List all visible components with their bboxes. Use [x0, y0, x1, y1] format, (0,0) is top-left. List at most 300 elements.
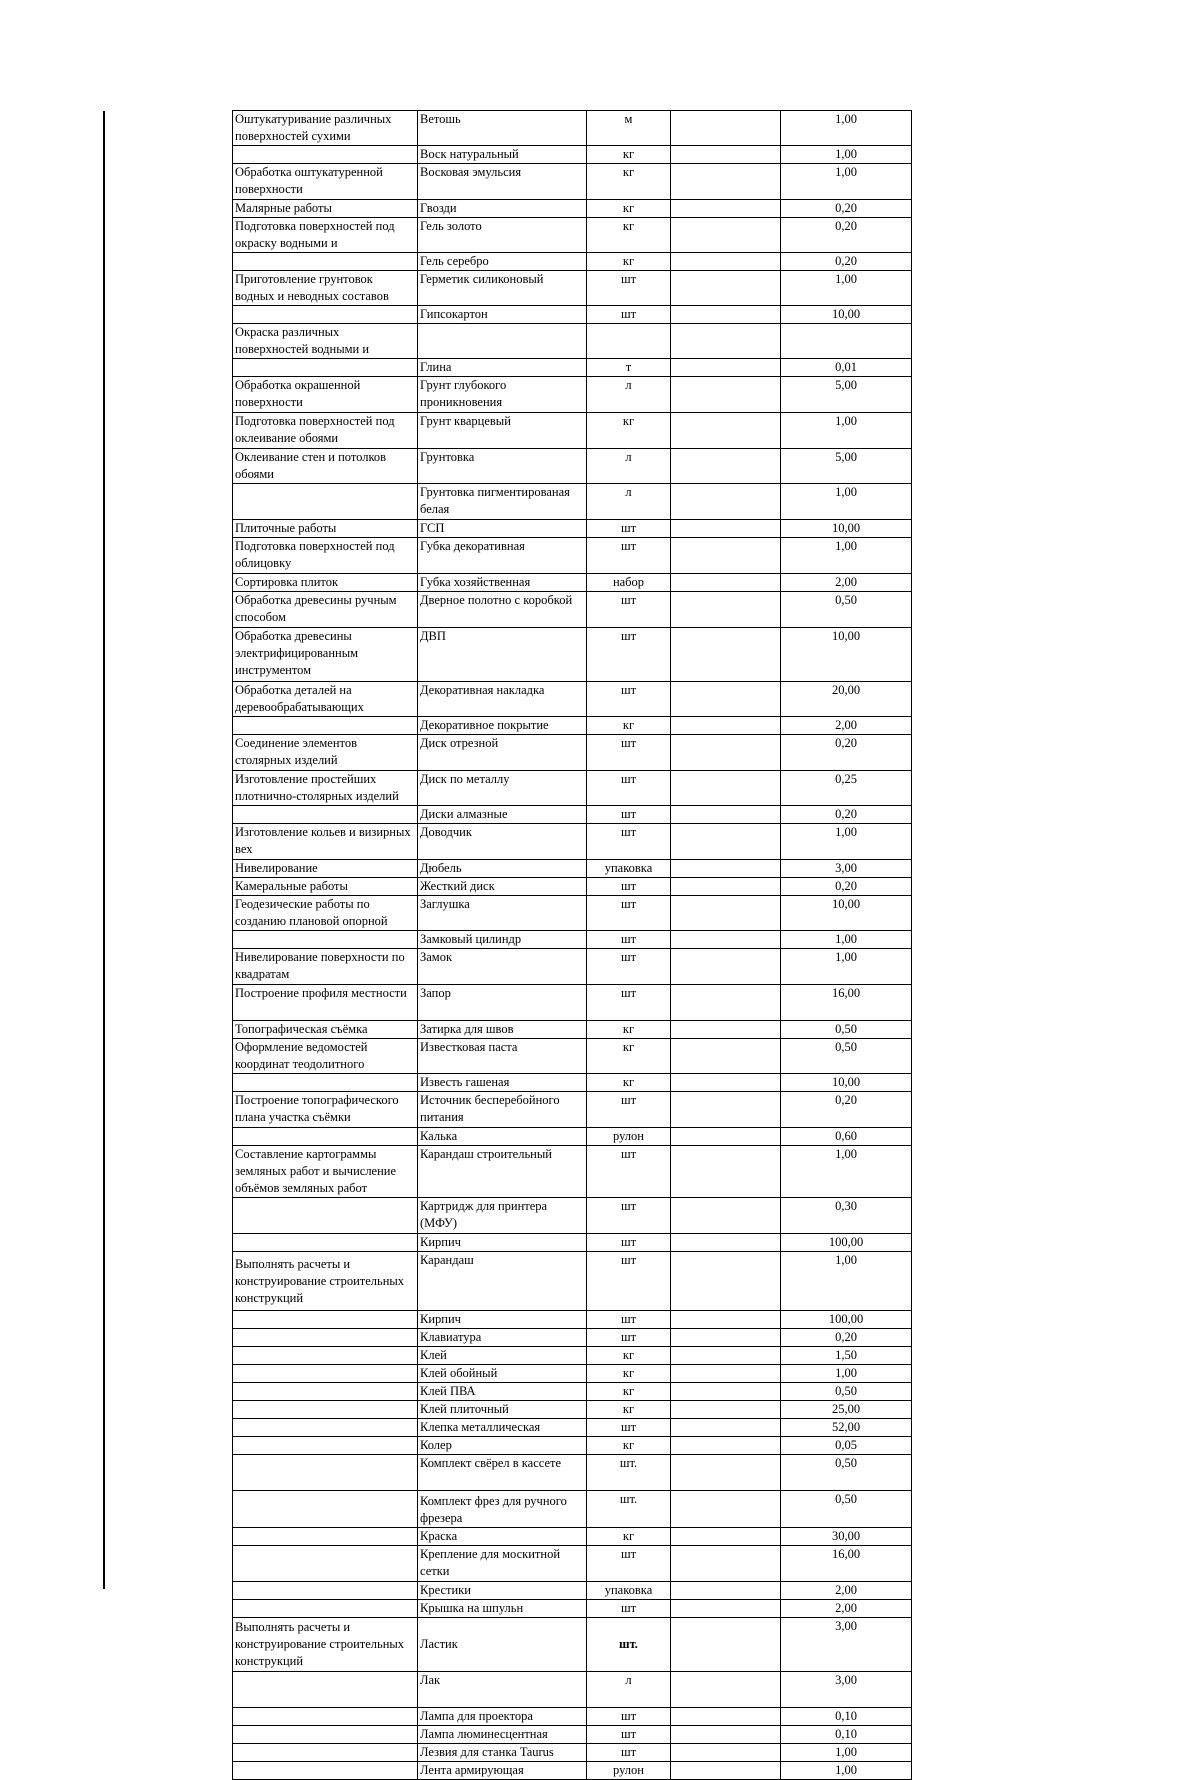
unit-cell: м [587, 111, 671, 146]
material-cell: Лампа для проектора [418, 1708, 587, 1726]
work-type-cell [233, 1600, 418, 1618]
table-row [233, 146, 912, 164]
quantity-cell: 3,00 [781, 860, 912, 878]
unit-cell: кг [587, 1021, 671, 1039]
empty-cell [671, 574, 781, 592]
unit-cell: кг [587, 200, 671, 218]
quantity-cell: 1,00 [781, 931, 912, 949]
empty-cell [671, 1419, 781, 1437]
quantity-cell: 2,00 [781, 717, 912, 735]
unit-cell: шт [587, 1234, 671, 1252]
work-type-cell: Оклеивание стен и потолков обоями [233, 449, 418, 484]
empty-cell [671, 1672, 781, 1708]
material-cell: Клей ПВА [418, 1383, 587, 1401]
quantity-cell: 1,00 [781, 1762, 912, 1780]
unit-cell: кг [587, 146, 671, 164]
material-cell: Губка хозяйственная [418, 574, 587, 592]
material-cell: Дюбель [418, 860, 587, 878]
table-row [233, 806, 912, 824]
quantity-cell: 0,01 [781, 359, 912, 377]
work-type-cell [233, 1762, 418, 1780]
unit-cell: шт [587, 735, 671, 771]
quantity-cell: 0,20 [781, 878, 912, 896]
unit-cell: л [587, 449, 671, 484]
quantity-cell: 0,50 [781, 1039, 912, 1074]
unit-cell: шт [587, 985, 671, 1021]
work-type-cell [233, 1455, 418, 1491]
table-row [233, 1437, 912, 1455]
table-row [233, 949, 912, 985]
unit-cell: л [587, 484, 671, 520]
quantity-cell: 1,00 [781, 484, 912, 520]
table-row [233, 1726, 912, 1744]
unit-cell: шт [587, 1146, 671, 1198]
work-type-cell: Построение профиля местности [233, 985, 418, 1021]
material-cell: Диск по металлу [418, 771, 587, 806]
work-type-cell [233, 1311, 418, 1329]
unit-cell: шт [587, 1744, 671, 1762]
material-cell: Известковая паста [418, 1039, 587, 1074]
unit-cell: шт [587, 628, 671, 682]
table-row [233, 1455, 912, 1491]
table-row [233, 1419, 912, 1437]
material-cell: Доводчик [418, 824, 587, 860]
empty-cell [671, 538, 781, 574]
work-type-cell [233, 717, 418, 735]
quantity-cell: 100,00 [781, 1234, 912, 1252]
table-row [233, 1021, 912, 1039]
unit-cell: кг [587, 1401, 671, 1419]
unit-cell: шт. [587, 1491, 671, 1528]
work-type-cell: Выполнять расчеты и конструирование строительных конструкций [233, 1252, 418, 1311]
empty-cell [671, 413, 781, 449]
work-type-cell [233, 253, 418, 271]
empty-cell [671, 111, 781, 146]
empty-cell [671, 717, 781, 735]
unit-cell: шт [587, 824, 671, 860]
material-cell: Картридж для принтера (МФУ) [418, 1198, 587, 1234]
work-type-cell: Нивелирование [233, 860, 418, 878]
material-cell: Известь гашеная [418, 1074, 587, 1092]
unit-cell: шт [587, 1419, 671, 1437]
material-cell: Грунтовка [418, 449, 587, 484]
table-row [233, 1383, 912, 1401]
table-row [233, 931, 912, 949]
quantity-cell: 20,00 [781, 682, 912, 717]
empty-cell [671, 271, 781, 306]
material-cell: Колер [418, 1437, 587, 1455]
unit-cell: шт [587, 538, 671, 574]
work-type-cell: Сортировка плиток [233, 574, 418, 592]
empty-cell [671, 949, 781, 985]
quantity-cell: 10,00 [781, 896, 912, 931]
quantity-cell: 1,00 [781, 538, 912, 574]
quantity-cell: 0,05 [781, 1437, 912, 1455]
table-row [233, 985, 912, 1021]
table-row [233, 735, 912, 771]
quantity-cell: 1,00 [781, 164, 912, 200]
empty-cell [671, 520, 781, 538]
work-type-cell [233, 1074, 418, 1092]
work-type-cell [233, 1546, 418, 1582]
quantity-cell [781, 324, 912, 359]
work-type-cell: Подготовка поверхностей под облицовку [233, 538, 418, 574]
quantity-cell: 0,20 [781, 1329, 912, 1347]
work-type-cell [233, 146, 418, 164]
unit-cell: шт [587, 931, 671, 949]
work-type-cell [233, 1198, 418, 1234]
material-cell: Лента армирующая [418, 1762, 587, 1780]
quantity-cell: 0,50 [781, 1491, 912, 1528]
quantity-cell: 0,10 [781, 1708, 912, 1726]
empty-cell [671, 771, 781, 806]
empty-cell [671, 1455, 781, 1491]
table-row [233, 1582, 912, 1600]
work-type-cell: Обработка окрашенной поверхности [233, 377, 418, 413]
work-type-cell [233, 1726, 418, 1744]
unit-cell: шт. [587, 1618, 671, 1672]
unit-cell: шт [587, 1546, 671, 1582]
work-type-cell: Обработка древесины электрифицированным инструментом [233, 628, 418, 682]
quantity-cell: 0,50 [781, 1021, 912, 1039]
quantity-cell: 1,00 [781, 824, 912, 860]
unit-cell: набор [587, 574, 671, 592]
unit-cell: шт [587, 1600, 671, 1618]
empty-cell [671, 682, 781, 717]
table-row [233, 218, 912, 253]
table-row [233, 1347, 912, 1365]
material-cell: Грунт кварцевый [418, 413, 587, 449]
table-row [233, 1744, 912, 1762]
table-row [233, 824, 912, 860]
empty-cell [671, 449, 781, 484]
empty-cell [671, 1582, 781, 1600]
unit-cell: шт [587, 682, 671, 717]
quantity-cell: 1,00 [781, 1365, 912, 1383]
unit-cell: шт [587, 1092, 671, 1128]
empty-cell [671, 896, 781, 931]
table-row [233, 200, 912, 218]
work-type-cell [233, 1329, 418, 1347]
table-row [233, 1528, 912, 1546]
material-cell: Гель золото [418, 218, 587, 253]
quantity-cell: 1,00 [781, 1146, 912, 1198]
quantity-cell: 100,00 [781, 1311, 912, 1329]
table-row [233, 878, 912, 896]
empty-cell [671, 1383, 781, 1401]
material-cell: Крепление для москитной сетки [418, 1546, 587, 1582]
table-row [233, 1672, 912, 1708]
quantity-cell: 1,00 [781, 146, 912, 164]
empty-cell [671, 1600, 781, 1618]
material-cell: Комплект свёрел в кассете [418, 1455, 587, 1491]
empty-cell [671, 1347, 781, 1365]
material-cell: Лак [418, 1672, 587, 1708]
work-type-cell: Изготовление кольев и визирных вех [233, 824, 418, 860]
unit-cell: кг [587, 1437, 671, 1455]
quantity-cell: 1,00 [781, 413, 912, 449]
quantity-cell: 30,00 [781, 1528, 912, 1546]
material-cell: Лезвия для станка Taurus [418, 1744, 587, 1762]
material-cell: Восковая эмульсия [418, 164, 587, 200]
empty-cell [671, 164, 781, 200]
unit-cell: шт [587, 1252, 671, 1311]
unit-cell: рулон [587, 1128, 671, 1146]
work-type-cell: Выполнять расчеты и конструирование строительных конструкций [233, 1618, 418, 1672]
empty-cell [671, 1329, 781, 1347]
material-cell: Воск натуральный [418, 146, 587, 164]
empty-cell [671, 1618, 781, 1672]
work-type-cell [233, 1708, 418, 1726]
material-cell: Гвозди [418, 200, 587, 218]
unit-cell: кг [587, 253, 671, 271]
table-row [233, 860, 912, 878]
table-row [233, 1329, 912, 1347]
table-row [233, 271, 912, 306]
material-cell: Герметик силиконовый [418, 271, 587, 306]
table-row [233, 1491, 912, 1528]
unit-cell: шт [587, 1311, 671, 1329]
unit-cell: л [587, 1672, 671, 1708]
empty-cell [671, 1491, 781, 1528]
unit-cell: шт [587, 1726, 671, 1744]
quantity-cell: 0,20 [781, 218, 912, 253]
empty-cell [671, 1092, 781, 1128]
work-type-cell: Соединение элементов столярных изделий [233, 735, 418, 771]
quantity-cell: 0,50 [781, 1383, 912, 1401]
table-row [233, 484, 912, 520]
quantity-cell: 1,00 [781, 949, 912, 985]
work-type-cell [233, 1528, 418, 1546]
unit-cell: кг [587, 1347, 671, 1365]
empty-cell [671, 253, 781, 271]
table-row [233, 111, 912, 146]
work-type-cell: Подготовка поверхностей под оклеивание обоями [233, 413, 418, 449]
quantity-cell: 52,00 [781, 1419, 912, 1437]
unit-cell [587, 324, 671, 359]
work-type-cell: Обработка оштукатуренной поверхности [233, 164, 418, 200]
table-row [233, 1762, 912, 1780]
quantity-cell: 1,00 [781, 271, 912, 306]
table-row [233, 1252, 912, 1311]
table-row [233, 520, 912, 538]
empty-cell [671, 735, 781, 771]
material-cell: Клей плиточный [418, 1401, 587, 1419]
material-cell: Диски алмазные [418, 806, 587, 824]
quantity-cell: 3,00 [781, 1618, 912, 1672]
unit-cell: кг [587, 413, 671, 449]
material-cell: Крестики [418, 1582, 587, 1600]
table-row [233, 1198, 912, 1234]
work-type-cell: Нивелирование поверхности по квадратам [233, 949, 418, 985]
empty-cell [671, 1311, 781, 1329]
unit-cell: кг [587, 717, 671, 735]
table-row [233, 1074, 912, 1092]
material-cell: Затирка для швов [418, 1021, 587, 1039]
quantity-cell: 5,00 [781, 377, 912, 413]
quantity-cell: 1,50 [781, 1347, 912, 1365]
quantity-cell: 0,20 [781, 806, 912, 824]
unit-cell: шт [587, 306, 671, 324]
table-row [233, 1708, 912, 1726]
material-cell: Дверное полотно с коробкой [418, 592, 587, 628]
quantity-cell: 2,00 [781, 1582, 912, 1600]
table-row [233, 896, 912, 931]
empty-cell [671, 985, 781, 1021]
work-type-cell [233, 306, 418, 324]
table-row [233, 306, 912, 324]
work-type-cell: Построение топографического плана участка съёмки [233, 1092, 418, 1128]
unit-cell: кг [587, 1383, 671, 1401]
material-cell: Гель серебро [418, 253, 587, 271]
table-row [233, 1546, 912, 1582]
unit-cell: шт [587, 806, 671, 824]
empty-cell [671, 1234, 781, 1252]
empty-cell [671, 628, 781, 682]
table-row [233, 592, 912, 628]
work-type-cell: Подготовка поверхностей под окраску водными и [233, 218, 418, 253]
work-type-cell: Составление картограммы земляных работ и вычисление объёмов земляных работ [233, 1146, 418, 1198]
empty-cell [671, 860, 781, 878]
table-row [233, 324, 912, 359]
empty-cell [671, 1708, 781, 1726]
work-type-cell: Обработка деталей на деревообрабатывающих [233, 682, 418, 717]
empty-cell [671, 1365, 781, 1383]
unit-cell: кг [587, 164, 671, 200]
table-row [233, 1401, 912, 1419]
table-row [233, 1092, 912, 1128]
quantity-cell: 0,20 [781, 200, 912, 218]
empty-cell [671, 359, 781, 377]
material-cell: Гипсокартон [418, 306, 587, 324]
unit-cell: шт [587, 592, 671, 628]
material-cell: Крышка на шпульн [418, 1600, 587, 1618]
table-row [233, 377, 912, 413]
quantity-cell: 0,60 [781, 1128, 912, 1146]
unit-cell: упаковка [587, 860, 671, 878]
unit-cell: л [587, 377, 671, 413]
material-cell: Лампа люминесцентная [418, 1726, 587, 1744]
material-cell: Калька [418, 1128, 587, 1146]
materials-table [232, 110, 912, 1780]
material-cell: Клавиатура [418, 1329, 587, 1347]
empty-cell [671, 1744, 781, 1762]
quantity-cell: 0,20 [781, 253, 912, 271]
quantity-cell: 16,00 [781, 985, 912, 1021]
material-cell: Краска [418, 1528, 587, 1546]
quantity-cell: 5,00 [781, 449, 912, 484]
work-type-cell [233, 1347, 418, 1365]
work-type-cell [233, 1383, 418, 1401]
empty-cell [671, 1198, 781, 1234]
quantity-cell: 25,00 [781, 1401, 912, 1419]
material-cell: Грунт глубокого проникновения [418, 377, 587, 413]
quantity-cell: 0,25 [781, 771, 912, 806]
quantity-cell: 10,00 [781, 520, 912, 538]
table-row [233, 449, 912, 484]
empty-cell [671, 806, 781, 824]
quantity-cell: 0,30 [781, 1198, 912, 1234]
quantity-cell: 0,20 [781, 735, 912, 771]
table-row [233, 1234, 912, 1252]
unit-cell: шт [587, 771, 671, 806]
unit-cell: кг [587, 1365, 671, 1383]
material-cell: Комплект фрез для ручного фрезера [418, 1491, 587, 1528]
quantity-cell: 16,00 [781, 1546, 912, 1582]
material-cell: ГСП [418, 520, 587, 538]
empty-cell [671, 592, 781, 628]
empty-cell [671, 1252, 781, 1311]
unit-cell: кг [587, 218, 671, 253]
work-type-cell: Малярные работы [233, 200, 418, 218]
work-type-cell [233, 1672, 418, 1708]
quantity-cell: 10,00 [781, 628, 912, 682]
quantity-cell: 0,50 [781, 592, 912, 628]
unit-cell: кг [587, 1074, 671, 1092]
empty-cell [671, 824, 781, 860]
quantity-cell: 1,00 [781, 1744, 912, 1762]
quantity-cell: 1,00 [781, 111, 912, 146]
work-type-cell [233, 1744, 418, 1762]
material-cell: Клей обойный [418, 1365, 587, 1383]
work-type-cell [233, 359, 418, 377]
work-type-cell [233, 484, 418, 520]
table-row [233, 1618, 912, 1672]
work-type-cell [233, 1401, 418, 1419]
material-cell: Заглушка [418, 896, 587, 931]
empty-cell [671, 306, 781, 324]
table-row [233, 1039, 912, 1074]
table-row [233, 717, 912, 735]
material-cell [418, 324, 587, 359]
work-type-cell: Топографическая съёмка [233, 1021, 418, 1039]
work-type-cell [233, 1128, 418, 1146]
work-type-cell: Оформление ведомостей координат теодолитного [233, 1039, 418, 1074]
empty-cell [671, 1021, 781, 1039]
empty-cell [671, 1762, 781, 1780]
work-type-cell [233, 1491, 418, 1528]
table-row [233, 574, 912, 592]
unit-cell: шт [587, 520, 671, 538]
work-type-cell: Геодезические работы по созданию плановой опорной [233, 896, 418, 931]
unit-cell: шт [587, 1198, 671, 1234]
quantity-cell: 10,00 [781, 306, 912, 324]
table-row [233, 1128, 912, 1146]
table-row [233, 359, 912, 377]
empty-cell [671, 1401, 781, 1419]
table-row [233, 771, 912, 806]
material-cell: Жесткий диск [418, 878, 587, 896]
material-cell: Карандаш [418, 1252, 587, 1311]
work-type-cell [233, 806, 418, 824]
unit-cell: кг [587, 1039, 671, 1074]
work-type-cell: Обработка древесины ручным способом [233, 592, 418, 628]
empty-cell [671, 1074, 781, 1092]
table-row [233, 1600, 912, 1618]
empty-cell [671, 931, 781, 949]
material-cell: Источник бесперебойного питания [418, 1092, 587, 1128]
table-row [233, 413, 912, 449]
table-row [233, 1146, 912, 1198]
material-cell: Декоративная накладка [418, 682, 587, 717]
unit-cell: шт [587, 1329, 671, 1347]
empty-cell [671, 878, 781, 896]
material-cell: Клепка металлическая [418, 1419, 587, 1437]
material-cell: Грунтовка пигментированая белая [418, 484, 587, 520]
table-row [233, 164, 912, 200]
work-type-cell: Камеральные работы [233, 878, 418, 896]
left-margin-rule [103, 111, 105, 1589]
